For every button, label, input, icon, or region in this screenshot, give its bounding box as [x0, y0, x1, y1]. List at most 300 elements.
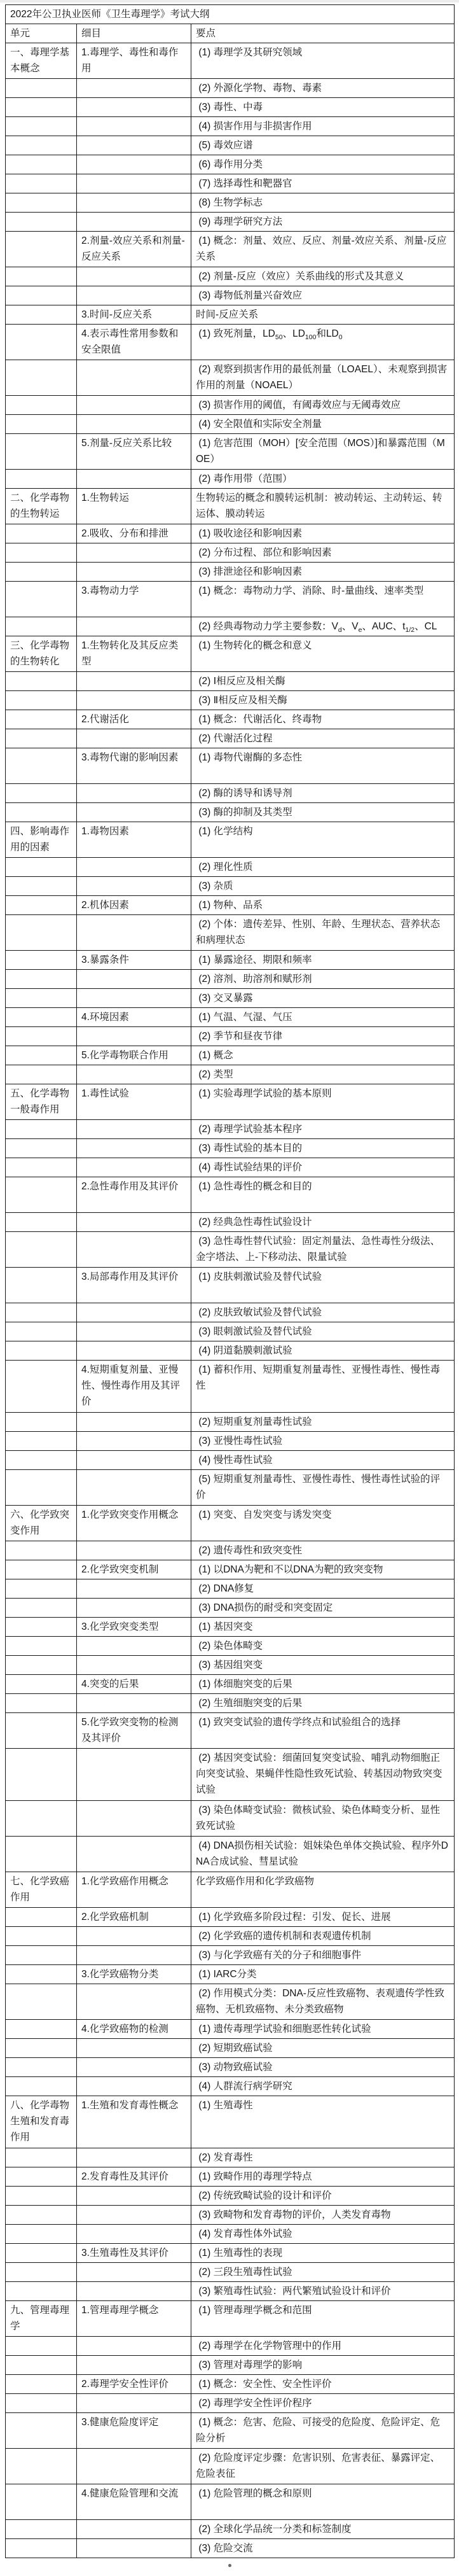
- table-row: [6, 1618, 455, 1637]
- table-row: [6, 784, 455, 803]
- table-row: [6, 1908, 455, 1927]
- unit-cell: [6, 174, 77, 193]
- unit-cell: [6, 415, 77, 434]
- point-cell: (2) 溶剂、助溶剂和赋形剂: [191, 970, 455, 989]
- unit-cell: [6, 2039, 77, 2058]
- point-cell: (3) 管理对毒理学的影响: [191, 2356, 455, 2375]
- item-cell: [77, 267, 191, 286]
- item-cell: 3.局部毒作用及其评价: [77, 1268, 191, 1303]
- point-cell: (1) 生殖毒性的表现: [191, 2244, 455, 2263]
- point-cell: (3) 与化学致癌有关的分子和细胞事件: [191, 1946, 455, 1965]
- table-row: [6, 1984, 455, 2020]
- item-cell: [77, 1065, 191, 1084]
- unit-cell: [6, 434, 77, 470]
- item-cell: [77, 79, 191, 98]
- point-cell: (2) 经典急性毒性试验设计: [191, 1213, 455, 1232]
- item-cell: [77, 970, 191, 989]
- unit-cell: [6, 1656, 77, 1675]
- table-row: [6, 1158, 455, 1177]
- point-cell: (1) 概念：剂量、效应、反应、剂量-效应关系、剂量-反应关系: [191, 232, 455, 267]
- point-cell: (4) 慢性毒性试验: [191, 1451, 455, 1470]
- item-cell: [77, 360, 191, 396]
- unit-cell: [6, 2356, 77, 2375]
- item-cell: 2.吸收、分布和排泄: [77, 524, 191, 543]
- table-row: [6, 1675, 455, 1694]
- item-cell: 1.生物转化及其反应类型: [77, 636, 191, 672]
- unit-cell: [6, 1303, 77, 1322]
- table-row: [6, 1268, 455, 1303]
- item-cell: [77, 1801, 191, 1837]
- unit-cell: [6, 951, 77, 970]
- point-cell: 时间-反应关系: [191, 305, 455, 325]
- point-cell: (1) 急性毒性的概念和目的: [191, 1177, 455, 1213]
- unit-cell: [6, 325, 77, 360]
- table-row: [6, 636, 455, 672]
- item-cell: 4.短期重复剂量、亚慢性、慢性毒作用及其评价: [77, 1361, 191, 1413]
- point-cell: (4) 人群流行病学研究: [191, 2077, 455, 2096]
- unit-cell: [6, 672, 77, 691]
- point-cell: (2) 染色体畸变: [191, 1637, 455, 1656]
- point-cell: (1) 毒理学及其研究领域: [191, 43, 455, 79]
- point-cell: (2) 观察到损害作用的最低剂量（LOAEL）、未观察到损害作用的剂量（NOAEL）: [191, 360, 455, 396]
- unit-cell: [6, 1946, 77, 1965]
- column-header-points: 要点: [191, 24, 455, 43]
- unit-cell: [6, 710, 77, 729]
- table-row: [6, 1506, 455, 1541]
- item-cell: [77, 1749, 191, 1801]
- table-row: [6, 2539, 455, 2558]
- unit-cell: [6, 1599, 77, 1618]
- point-cell: (2) 作用模式分类：DNA-反应性致癌物、表观遗传学性致癌物、无机致癌物、未分类致癌物: [191, 1984, 455, 2020]
- unit-cell: [6, 1341, 77, 1361]
- unit-cell: [6, 1046, 77, 1065]
- unit-cell: [6, 155, 77, 174]
- point-cell: (5) 短期重复剂量毒性、亚慢性毒性、慢性毒性试验的评价: [191, 1470, 455, 1506]
- table-row: [6, 43, 455, 79]
- unit-cell: [6, 2263, 77, 2282]
- unit-cell: 七、化学致癌作用: [6, 1872, 77, 1908]
- point-cell: (9) 毒理学研究方法: [191, 213, 455, 232]
- item-cell: [77, 729, 191, 748]
- item-cell: [77, 2206, 191, 2225]
- unit-cell: [6, 1065, 77, 1084]
- table-row: [6, 877, 455, 896]
- table-row: [6, 396, 455, 415]
- item-cell: 3.毒物代谢的影响因素: [77, 748, 191, 784]
- point-cell: (3) 酶的抑制及其类型: [191, 803, 455, 822]
- point-cell: (2) 代谢活化过程: [191, 729, 455, 748]
- point-cell: (1) IARC分类: [191, 1965, 455, 1984]
- unit-cell: 五、化学毒物一般毒作用: [6, 1084, 77, 1120]
- item-cell: [77, 155, 191, 174]
- item-cell: [77, 1303, 191, 1322]
- item-cell: [77, 2039, 191, 2058]
- unit-cell: [6, 582, 77, 617]
- unit-cell: [6, 1984, 77, 2020]
- item-cell: [77, 1599, 191, 1618]
- unit-cell: [6, 2282, 77, 2301]
- item-cell: [77, 2225, 191, 2244]
- table-row: [6, 617, 455, 636]
- item-cell: [77, 213, 191, 232]
- unit-cell: 一、毒理学基本概念: [6, 43, 77, 79]
- unit-cell: [6, 2449, 77, 2484]
- item-cell: 2.机体因素: [77, 896, 191, 915]
- item-cell: 2.代谢活化: [77, 710, 191, 729]
- unit-cell: [6, 858, 77, 877]
- point-cell: (3) 交叉暴露: [191, 989, 455, 1008]
- unit-cell: 三、化学毒物的生物转化: [6, 636, 77, 672]
- item-cell: 5.化学致突变物的检测及其评价: [77, 1713, 191, 1749]
- table-row: [6, 1927, 455, 1946]
- table-row: [6, 470, 455, 489]
- point-cell: (2) 发育毒性: [191, 2148, 455, 2167]
- point-cell: (1) 危害范围（MOH）[安全范围（MOS）]和暴露范围（MOE）: [191, 434, 455, 470]
- table-row: [6, 1303, 455, 1322]
- table-row: [6, 1637, 455, 1656]
- table-row: [6, 1579, 455, 1599]
- point-cell: (1) 概念：危害、危险、可接受的危险度、危险评定、危险分析: [191, 2413, 455, 2449]
- unit-cell: [6, 117, 77, 136]
- item-cell: [77, 117, 191, 136]
- table-row: [6, 1008, 455, 1027]
- table-row: [6, 970, 455, 989]
- item-cell: 3.健康危险度评定: [77, 2413, 191, 2449]
- item-cell: [77, 136, 191, 155]
- unit-cell: [6, 617, 77, 636]
- unit-cell: [6, 563, 77, 582]
- item-cell: [77, 543, 191, 563]
- header-row: [6, 24, 455, 43]
- item-cell: 2.急性毒作用及其评价: [77, 1177, 191, 1213]
- document-page: [0, 3, 459, 2576]
- item-cell: 3.毒物动力学: [77, 582, 191, 617]
- point-cell: (4) DNA损伤相关试验：姐妹染色单体交换试验、程序外DNA合成试验、彗星试验: [191, 1837, 455, 1872]
- table-row: [6, 691, 455, 710]
- item-cell: 4.健康危险管理和交流: [77, 2484, 191, 2520]
- table-row: [6, 989, 455, 1008]
- table-row: [6, 1656, 455, 1675]
- unit-cell: [6, 470, 77, 489]
- table-row: [6, 2356, 455, 2375]
- item-cell: [77, 193, 191, 213]
- item-cell: 1.生殖和发育毒性概念: [77, 2096, 191, 2148]
- point-cell: (2) 全球化学品统一分类和标签制度: [191, 2520, 455, 2539]
- title-row: [6, 5, 455, 24]
- table-row: [6, 563, 455, 582]
- item-cell: [77, 1027, 191, 1046]
- point-cell: (4) 安全限值和实际安全剂量: [191, 415, 455, 434]
- table-row: [6, 2096, 455, 2148]
- unit-cell: [6, 305, 77, 325]
- document-title: 2022年公卫执业医师《卫生毒理学》考试大纲: [6, 5, 455, 24]
- unit-cell: [6, 1139, 77, 1158]
- item-cell: [77, 672, 191, 691]
- item-cell: 5.化学毒物联合作用: [77, 1046, 191, 1065]
- item-cell: [77, 2263, 191, 2282]
- table-row: [6, 360, 455, 396]
- table-row: [6, 748, 455, 784]
- unit-cell: [6, 729, 77, 748]
- unit-cell: [6, 1470, 77, 1506]
- unit-cell: [6, 877, 77, 896]
- table-row: [6, 2187, 455, 2206]
- item-cell: [77, 1120, 191, 1139]
- point-cell: (2) DNA修复: [191, 1579, 455, 1599]
- point-cell: (3) 动物致癌试验: [191, 2058, 455, 2077]
- unit-cell: [6, 784, 77, 803]
- unit-cell: [6, 2058, 77, 2077]
- item-cell: [77, 2356, 191, 2375]
- item-cell: [77, 2539, 191, 2558]
- table-row: [6, 1872, 455, 1908]
- unit-cell: [6, 1618, 77, 1637]
- table-row: [6, 1322, 455, 1341]
- point-cell: (1) 吸收途径和影响因素: [191, 524, 455, 543]
- table-row: [6, 582, 455, 617]
- point-cell: 化学致癌作用和化学致癌物: [191, 1872, 455, 1908]
- item-cell: [77, 2449, 191, 2484]
- point-cell: (1) 气温、气湿、气压: [191, 1008, 455, 1027]
- unit-cell: [6, 915, 77, 951]
- table-row: [6, 2206, 455, 2225]
- unit-cell: [6, 1451, 77, 1470]
- item-cell: 3.暴露条件: [77, 951, 191, 970]
- table-row: [6, 1084, 455, 1120]
- unit-cell: [6, 360, 77, 396]
- item-cell: [77, 1451, 191, 1470]
- point-cell: (2) 经典毒物动力学主要参数：$V_d$、$V_e$、AUC、$t_{1/2}$、CL: [191, 617, 455, 636]
- unit-cell: [6, 1432, 77, 1451]
- table-row: [6, 267, 455, 286]
- point-cell: (2) 三段生殖毒性试验: [191, 2263, 455, 2282]
- item-cell: [77, 1413, 191, 1432]
- table-row: [6, 2263, 455, 2282]
- point-cell: (2) 毒理学在化学物管理中的作用: [191, 2337, 455, 2356]
- point-cell: (1) 遗传毒理学试验和细胞恶性转化试验: [191, 2020, 455, 2039]
- unit-cell: [6, 2337, 77, 2356]
- table-row: [6, 2394, 455, 2413]
- unit-cell: [6, 1637, 77, 1656]
- point-cell: (2) 短期致癌试验: [191, 2039, 455, 2058]
- point-cell: (1) 管理毒理学概念和范围: [191, 2301, 455, 2337]
- table-row: [6, 2244, 455, 2263]
- table-row: [6, 2020, 455, 2039]
- table-row: [6, 2039, 455, 2058]
- table-row: [6, 2337, 455, 2356]
- item-cell: 1.毒物因素: [77, 822, 191, 858]
- item-cell: [77, 1637, 191, 1656]
- unit-cell: [6, 1801, 77, 1837]
- item-cell: [77, 1541, 191, 1560]
- point-cell: (1) 以DNA为靶和不以DNA为靶的致突变物: [191, 1560, 455, 1579]
- table-row: [6, 1027, 455, 1046]
- point-cell: (3) 基因组突变: [191, 1656, 455, 1675]
- unit-cell: [6, 79, 77, 98]
- table-row: [6, 1177, 455, 1213]
- unit-cell: [6, 1120, 77, 1139]
- table-row: [6, 286, 455, 305]
- item-cell: 3.生殖毒性及其评价: [77, 2244, 191, 2263]
- point-cell: (1) 蓄积作用、短期重复剂量毒性、亚慢性毒性、慢性毒性: [191, 1361, 455, 1413]
- point-cell: (1) 基因突变: [191, 1618, 455, 1637]
- table-row: [6, 524, 455, 543]
- point-cell: (2) 季节和昼夜节律: [191, 1027, 455, 1046]
- unit-cell: [6, 1908, 77, 1927]
- item-cell: [77, 2337, 191, 2356]
- unit-cell: [6, 2206, 77, 2225]
- unit-cell: [6, 2020, 77, 2039]
- unit-cell: 二、化学毒物的生物转运: [6, 489, 77, 524]
- item-cell: 2.化学致突变机制: [77, 1560, 191, 1579]
- table-row: [6, 2225, 455, 2244]
- unit-cell: [6, 2167, 77, 2187]
- unit-cell: [6, 1158, 77, 1177]
- unit-cell: [6, 396, 77, 415]
- unit-cell: [6, 1837, 77, 1872]
- item-cell: [77, 1341, 191, 1361]
- table-row: [6, 1713, 455, 1749]
- unit-cell: [6, 524, 77, 543]
- point-cell: (2) 遗传毒性和致突变性: [191, 1541, 455, 1560]
- table-row: [6, 1341, 455, 1361]
- table-row: [6, 1599, 455, 1618]
- point-cell: (2) 危险度评定步骤：危害识别、危害表征、暴露评定、危险表征: [191, 2449, 455, 2484]
- table-row: [6, 1541, 455, 1560]
- table-row: [6, 1413, 455, 1432]
- table-row: [6, 915, 455, 951]
- item-cell: [77, 1322, 191, 1341]
- item-cell: 5.剂量-反应关系比较: [77, 434, 191, 470]
- unit-cell: [6, 2244, 77, 2263]
- unit-cell: [6, 2375, 77, 2394]
- table-row: [6, 1470, 455, 1506]
- item-cell: [77, 1946, 191, 1965]
- point-cell: (1) 致突变试验的遗传学终点和试验组合的选择: [191, 1713, 455, 1749]
- point-cell: (2) 生殖细胞突变的后果: [191, 1694, 455, 1713]
- unit-cell: [6, 2225, 77, 2244]
- table-row: [6, 415, 455, 434]
- item-cell: 4.突变的后果: [77, 1675, 191, 1694]
- item-cell: [77, 2282, 191, 2301]
- item-cell: 3.时间-反应关系: [77, 305, 191, 325]
- item-cell: 2.毒理学安全性评价: [77, 2375, 191, 2394]
- point-cell: (2) 分布过程、部位和影响因素: [191, 543, 455, 563]
- point-cell: (1) 概念: [191, 1046, 455, 1065]
- point-cell: (1) 生殖毒性: [191, 2096, 455, 2148]
- point-cell: (2) 毒理学试验基本程序: [191, 1120, 455, 1139]
- point-cell: (2) 剂量-反应（效应）关系曲线的形式及其意义: [191, 267, 455, 286]
- item-cell: [77, 877, 191, 896]
- unit-cell: 四、影响毒作用的因素: [6, 822, 77, 858]
- unit-cell: [6, 896, 77, 915]
- table-row: [6, 803, 455, 822]
- table-row: [6, 2282, 455, 2301]
- point-cell: (3) 急性毒性替代试验：固定剂量法、急性毒性分级法、金字塔法、上-下移动法、限量试验: [191, 1232, 455, 1268]
- point-cell: (3) 杂质: [191, 877, 455, 896]
- table-row: [6, 822, 455, 858]
- item-cell: [77, 1984, 191, 2020]
- table-row: [6, 951, 455, 970]
- unit-cell: [6, 2520, 77, 2539]
- item-cell: [77, 1139, 191, 1158]
- item-cell: [77, 803, 191, 822]
- table-row: [6, 2449, 455, 2484]
- unit-cell: [6, 2484, 77, 2520]
- point-cell: (4) 毒性试验结果的评价: [191, 1158, 455, 1177]
- item-cell: [77, 1837, 191, 1872]
- unit-cell: [6, 1268, 77, 1303]
- point-cell: (3) 眼刺激试验及替代试验: [191, 1322, 455, 1341]
- point-cell: (2) 传统致畸试验的设计和评价: [191, 2187, 455, 2206]
- table-row: [6, 710, 455, 729]
- item-cell: [77, 2077, 191, 2096]
- point-cell: (3) 毒物低剂量兴奋效应: [191, 286, 455, 305]
- table-row: [6, 325, 455, 360]
- unit-cell: [6, 1213, 77, 1232]
- table-row: [6, 1560, 455, 1579]
- point-cell: (1) 化学致癌多阶段过程：引发、促长、进展: [191, 1908, 455, 1927]
- unit-cell: [6, 803, 77, 822]
- item-cell: [77, 2520, 191, 2539]
- unit-cell: [6, 1579, 77, 1599]
- table-row: [6, 2167, 455, 2187]
- table-row: [6, 1749, 455, 1801]
- point-cell: (3) 排泄途径和影响因素: [191, 563, 455, 582]
- item-cell: [77, 2058, 191, 2077]
- item-cell: [77, 563, 191, 582]
- table-row: [6, 117, 455, 136]
- item-cell: [77, 1694, 191, 1713]
- table-row: [6, 174, 455, 193]
- table-row: [6, 2484, 455, 2520]
- unit-cell: [6, 1927, 77, 1946]
- unit-cell: [6, 2413, 77, 2449]
- item-cell: [77, 415, 191, 434]
- table-row: [6, 155, 455, 174]
- point-cell: (2) 毒理学安全性评价程序: [191, 2394, 455, 2413]
- unit-cell: [6, 970, 77, 989]
- item-cell: [77, 1579, 191, 1599]
- page-anchor-dot: [228, 2564, 231, 2567]
- item-cell: [77, 1213, 191, 1232]
- table-row: [6, 1065, 455, 1084]
- point-cell: (4) 发育毒性体外试验: [191, 2225, 455, 2244]
- table-row: [6, 1139, 455, 1158]
- point-cell: (3) 损害作用的阈值，有阈毒效应与无阈毒效应: [191, 396, 455, 415]
- item-cell: 1.毒理学、毒性和毒作用: [77, 43, 191, 79]
- syllabus-table: [5, 4, 455, 2558]
- unit-cell: [6, 232, 77, 267]
- point-cell: (2) 外源化学物、毒物、毒素: [191, 79, 455, 98]
- point-cell: (2) 基因突变试验：细菌回复突变试验、哺乳动物细胞正向突变试验、果蝇伴性隐性致死试验、转基因动物致突变试验: [191, 1749, 455, 1801]
- table-row: [6, 1361, 455, 1413]
- unit-cell: [6, 2394, 77, 2413]
- unit-cell: [6, 2187, 77, 2206]
- unit-cell: [6, 2077, 77, 2096]
- point-cell: (3) 毒性试验的基本目的: [191, 1139, 455, 1158]
- unit-cell: [6, 1413, 77, 1432]
- unit-cell: [6, 691, 77, 710]
- unit-cell: [6, 748, 77, 784]
- table-row: [6, 2077, 455, 2096]
- point-cell: (2) 化学致癌的遗传机制和表观遗传机制: [191, 1927, 455, 1946]
- unit-cell: [6, 136, 77, 155]
- item-cell: [77, 1432, 191, 1451]
- point-cell: (8) 生物学标志: [191, 193, 455, 213]
- item-cell: 2.发育毒性及其评价: [77, 2167, 191, 2187]
- point-cell: (3) 毒性、中毒: [191, 98, 455, 117]
